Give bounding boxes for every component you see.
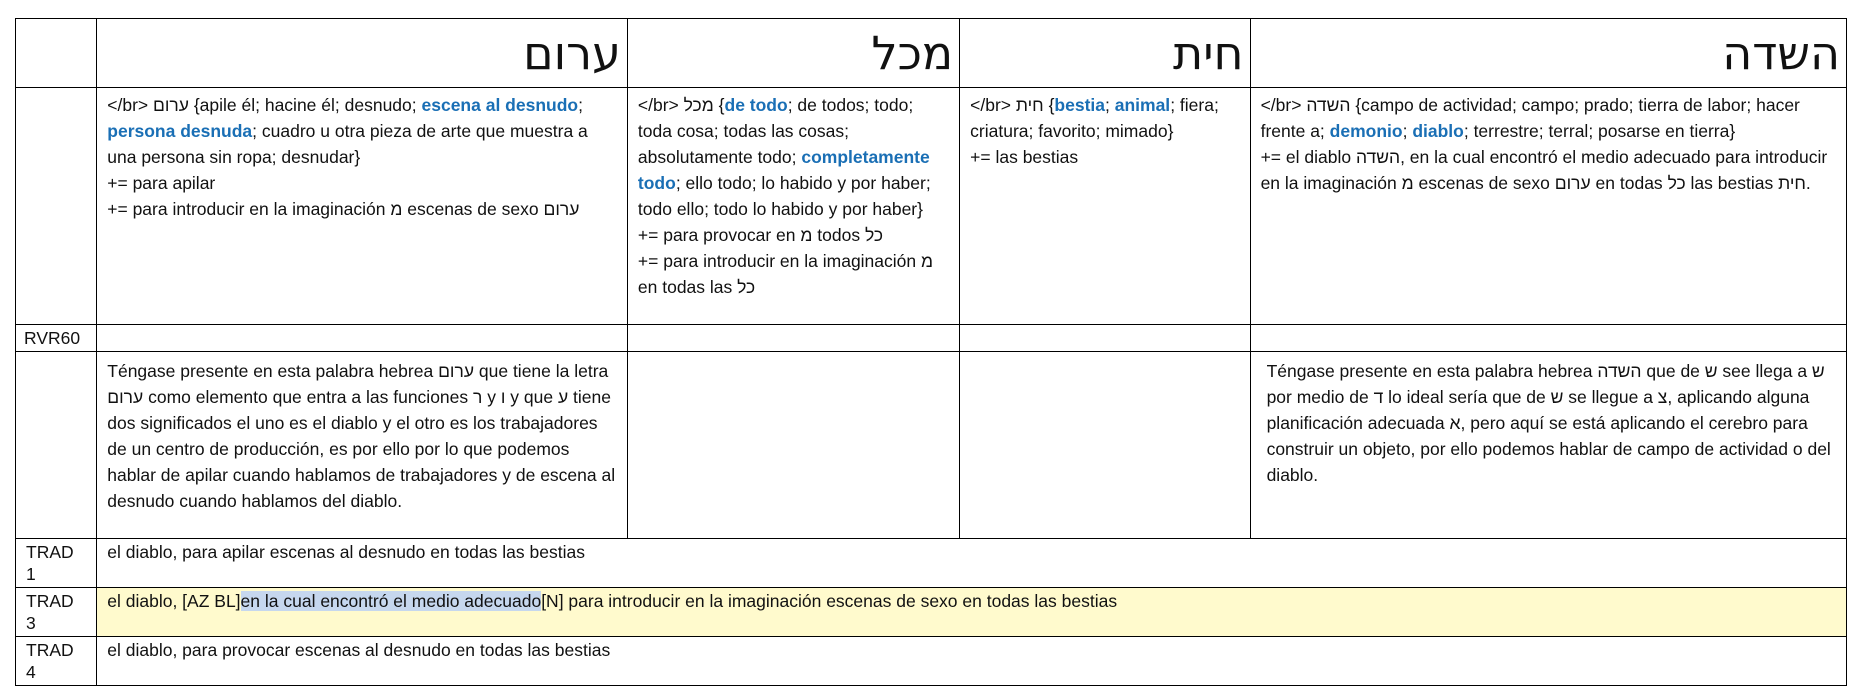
- rvr60-cell[interactable]: [97, 325, 628, 352]
- trad3-text-start: el diablo, [AZ BL]: [107, 591, 241, 611]
- definition-text: </br> ערום {apile él; hacine él; desnudo;: [107, 95, 422, 115]
- header-cell-arom[interactable]: [97, 19, 628, 88]
- notes-row: [16, 352, 1847, 539]
- definition-text: ;: [578, 95, 583, 115]
- definition-text: </br> חית {: [970, 95, 1055, 115]
- definition-highlight: escena al desnudo: [421, 95, 579, 115]
- definition-cell-mikol[interactable]: [627, 88, 959, 325]
- header-row: [16, 19, 1847, 88]
- definition-text: </br> השדה {campo de actividad; campo; prado; tierra de labor; hacer frente a;: [1260, 95, 1800, 141]
- definition-text: ; de todos; todo; toda cosa; todas las cosas; absolutamente todo;: [637, 95, 914, 167]
- trad1-text[interactable]: el diablo, para apilar escenas al desnudo en todas las bestias: [97, 539, 1847, 588]
- definitions-row: [16, 88, 1847, 325]
- trad3-selected-text[interactable]: en la cual encontró el medio adecuado: [240, 591, 542, 611]
- definition-text: ; terrestre; terral; posarse en tierra}: [1463, 121, 1736, 141]
- definition-highlight: diablo: [1412, 121, 1464, 141]
- rvr60-cell[interactable]: [1250, 325, 1846, 352]
- trad4-row: [16, 637, 1847, 686]
- trad4-text[interactable]: el diablo, para provocar escenas al desnudo en todas las bestias: [97, 637, 1847, 686]
- translation-table: [15, 18, 1847, 686]
- definition-cell-arom[interactable]: [97, 88, 628, 325]
- definition-cell-label[interactable]: [16, 88, 97, 325]
- trad3-row: [16, 588, 1847, 637]
- trad1-row: [16, 539, 1847, 588]
- definition-line: += las bestias: [970, 147, 1079, 167]
- definition-highlight: animal: [1114, 95, 1171, 115]
- definition-cell-chayat[interactable]: [960, 88, 1250, 325]
- definition-line: += para introducir en la imaginación מ escenas de sexo ערום: [107, 199, 580, 219]
- trad3-text[interactable]: [97, 588, 1847, 637]
- definition-line: += para apilar: [107, 173, 216, 193]
- definition-text: ;: [1105, 95, 1115, 115]
- header-cell-chayat[interactable]: [960, 19, 1250, 88]
- definition-cell-hasadeh[interactable]: [1250, 88, 1846, 325]
- hebrew-word-chayat: חית: [1173, 26, 1244, 80]
- notes-cell-chayat[interactable]: [960, 352, 1250, 539]
- definition-text: ; cuadro u otra pieza de arte que muestra a una persona sin ropa; desnudar}: [107, 121, 588, 167]
- definition-text: ;: [1402, 121, 1413, 141]
- rvr60-row: [16, 325, 1847, 352]
- trad3-label[interactable]: TRAD 3: [16, 588, 97, 637]
- definition-text: ; fiera; criatura; favorito; mimado}: [970, 95, 1219, 141]
- rvr60-label[interactable]: RVR60: [16, 325, 97, 352]
- definition-line: += el diablo השדה, en la cual encontró el medio adecuado para introducir en la imaginación מ escenas de sexo ערום en todas כל las bestias חית.: [1260, 147, 1828, 193]
- definition-text: ; ello todo; lo habido y por haber; todo ello; todo lo habido y por haber}: [637, 173, 931, 219]
- notes-cell-arom[interactable]: [97, 352, 628, 539]
- trad4-label[interactable]: TRAD 4: [16, 637, 97, 686]
- definition-line: += para provocar en מ todos כל: [637, 225, 884, 245]
- definition-line: += para introducir en la imaginación מ en todas las כל: [637, 251, 934, 297]
- trad3-text-end: [N] para introducir en la imaginación escenas de sexo en todas las bestias: [541, 591, 1118, 611]
- header-cell-mikol[interactable]: [627, 19, 959, 88]
- definition-text: </br> מכל {: [637, 95, 725, 115]
- definition-highlight: de todo: [724, 95, 788, 115]
- notes-cell-mikol[interactable]: [627, 352, 959, 539]
- trad1-label[interactable]: TRAD 1: [16, 539, 97, 588]
- note-text: Téngase presente en esta palabra hebrea השדה que de ש see llega a ש por medio de ד lo ideal sería que de ש se llegue a צ, aplicando alguna planificación adecuada א, pero aquí se está aplicando el cerebro para construir un objeto, por ello podemos hablar de campo de actividad o del diablo.: [1266, 361, 1831, 485]
- rvr60-cell[interactable]: [627, 325, 959, 352]
- rvr60-cell[interactable]: [960, 325, 1250, 352]
- header-cell-hasadeh[interactable]: [1250, 19, 1846, 88]
- definition-highlight: completamente todo: [637, 147, 930, 193]
- notes-cell-hasadeh[interactable]: [1250, 352, 1846, 539]
- notes-cell-label[interactable]: [16, 352, 97, 539]
- note-text: Téngase presente en esta palabra hebrea ערום que tiene la letra ערום como elemento que entra a las funciones ר y ו y que ע tiene dos significados el uno es el diablo y el otro es los trabajadores de un centro de producción, es por ello por lo que podemos hablar de apilar cuando hablamos de trabajadores y de escena al desnudo cuando hablamos del diablo.: [107, 361, 616, 511]
- hebrew-word-arom: ערום: [523, 26, 621, 80]
- definition-highlight: demonio: [1329, 121, 1403, 141]
- definition-highlight: persona desnuda: [107, 121, 253, 141]
- hebrew-word-mikol: מכל: [871, 26, 954, 80]
- hebrew-word-hasadeh: השדה: [1722, 26, 1840, 80]
- header-cell-label[interactable]: [16, 19, 97, 88]
- definition-highlight: bestia: [1054, 95, 1105, 115]
